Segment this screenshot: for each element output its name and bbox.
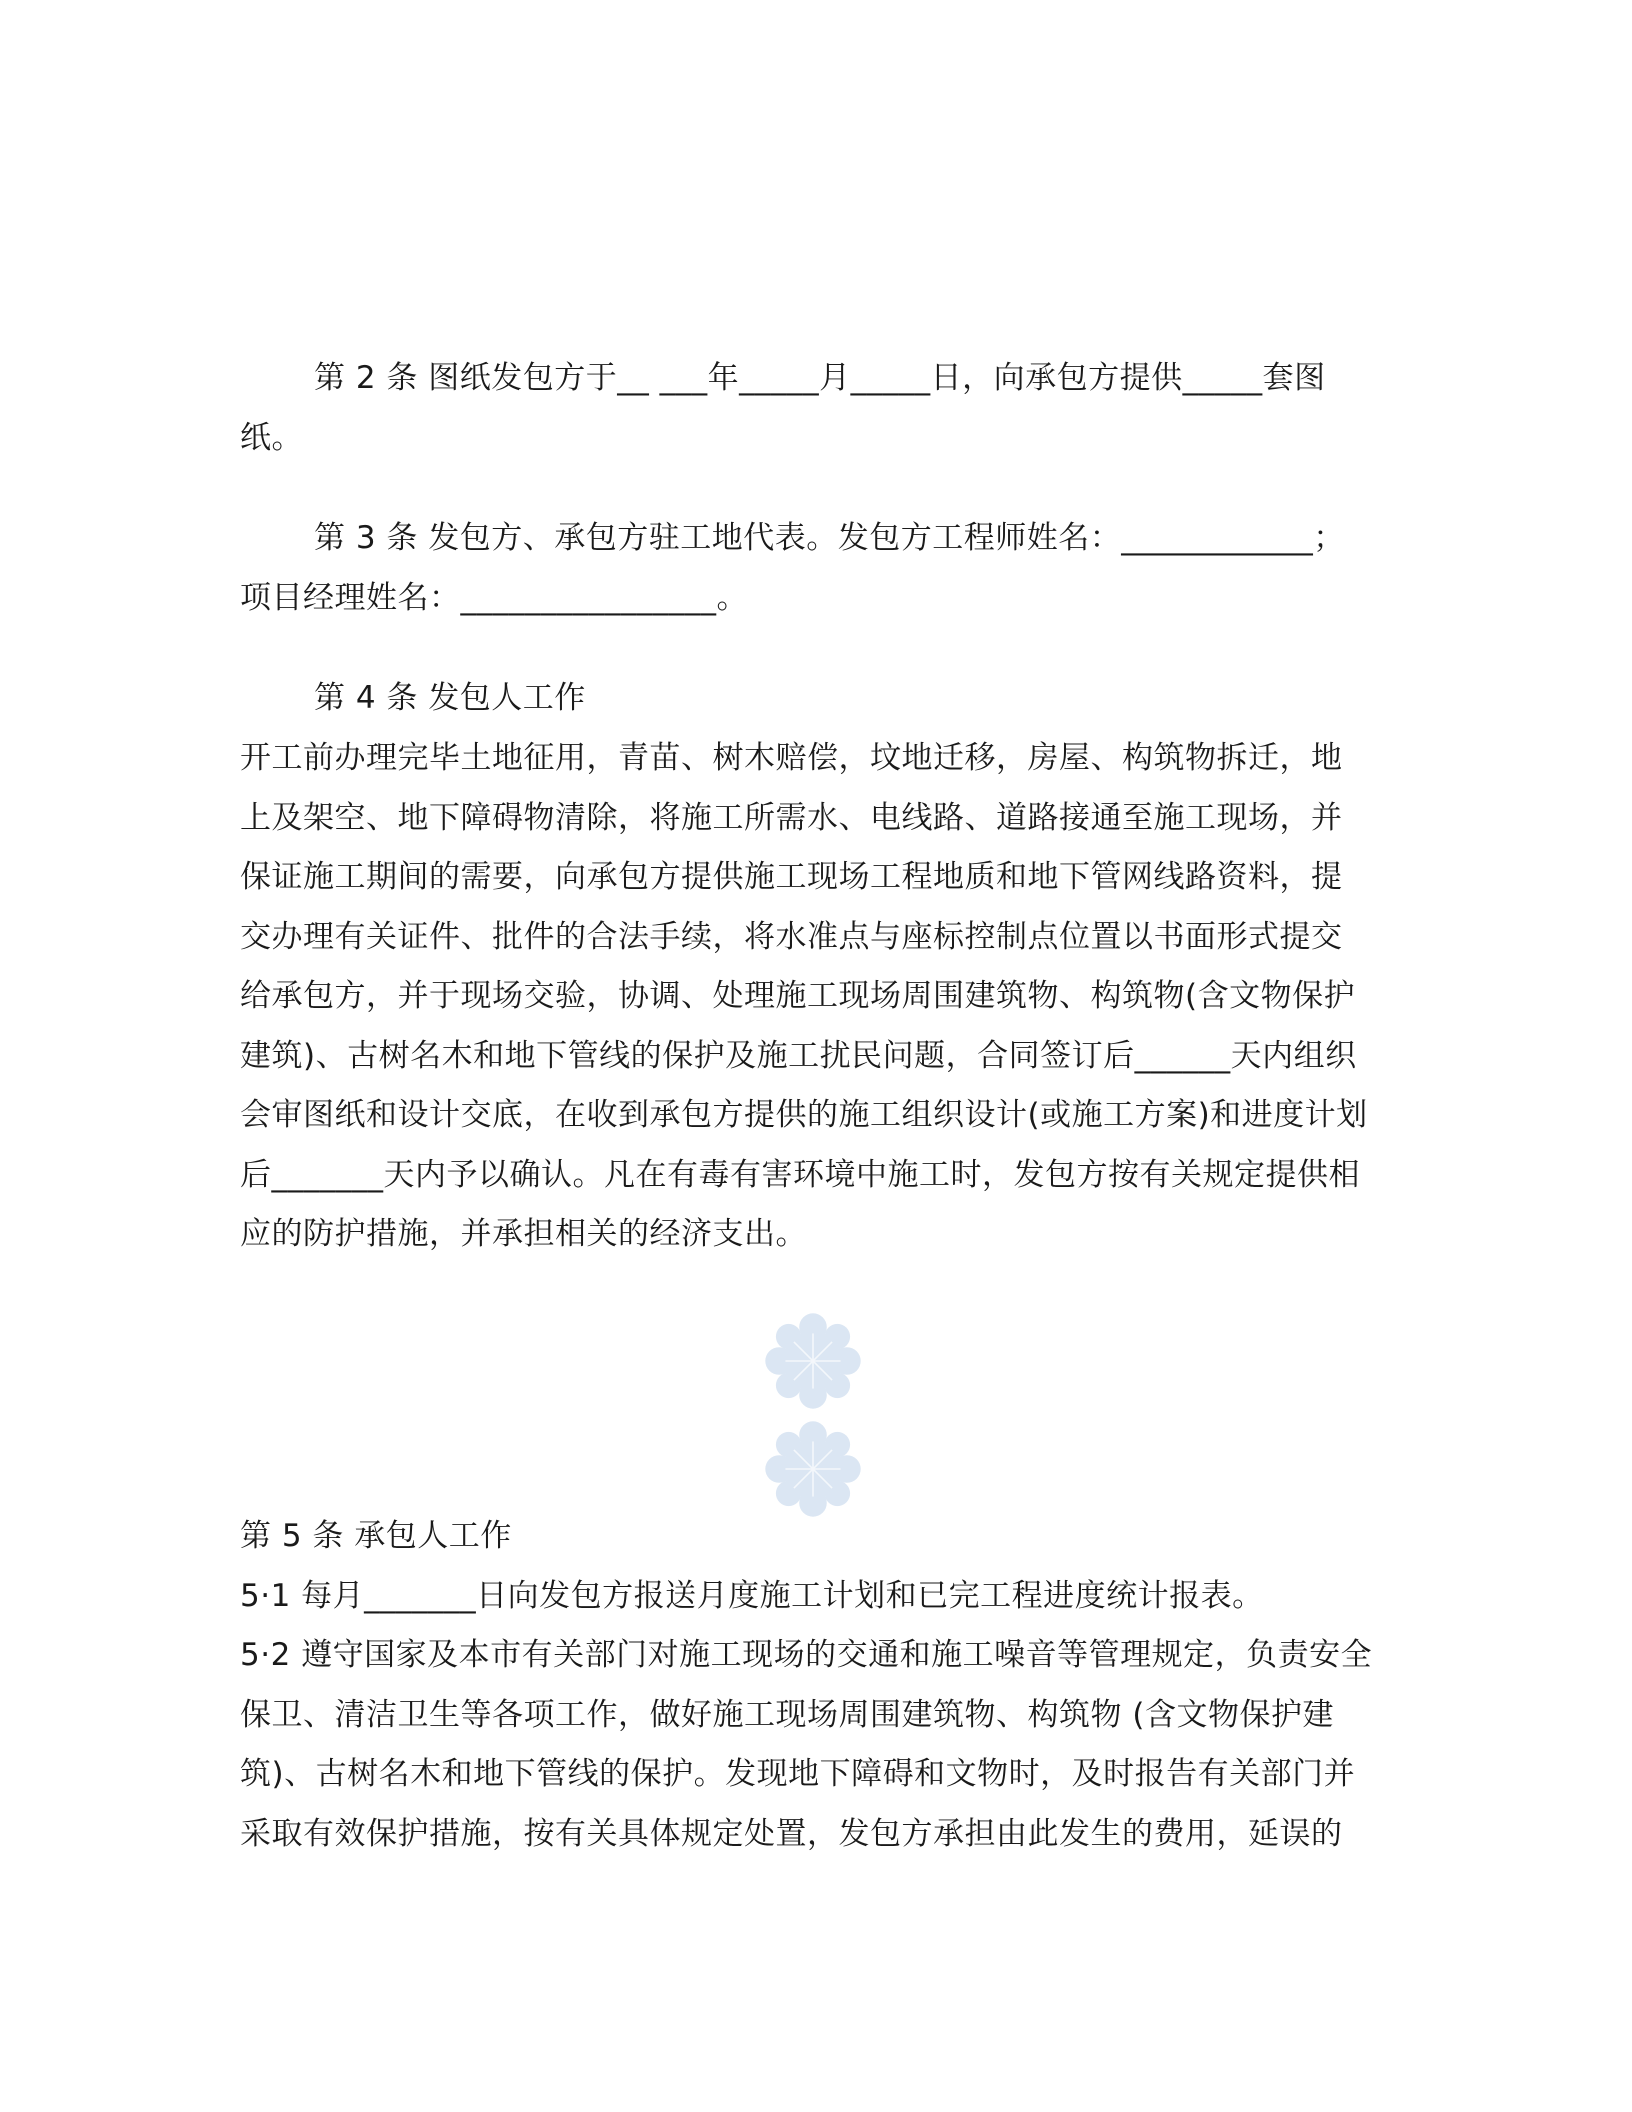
article-2-line-1: 第 2 条 图纸发包方于__ ___年_____月_____日，向承包方提供_____套图 (314, 360, 1326, 396)
article-4-line: 上及架空、地下障碍物清除，将施工所需水、电线路、道路接通至施工现场，并 (240, 800, 1343, 836)
snowflake-seal-icon (760, 1416, 866, 1522)
article-4-line: 应的防护措施，并承担相关的经济支出。 (240, 1216, 807, 1252)
article-4-line: 开工前办理完毕土地征用，青苗、树木赔偿，坟地迁移，房屋、构筑物拆迁，地 (240, 740, 1343, 776)
article-4-line: 交办理有关证件、批件的合法手续，将水准点与座标控制点位置以书面形式提交 (240, 919, 1343, 955)
article-4-line: 建筑)、古树名木和地下管线的保护及施工扰民问题，合同签订后______天内组织 (240, 1038, 1357, 1074)
article-5-line: 保卫、清洁卫生等各项工作，做好施工现场周围建筑物、构筑物 (含文物保护建 (240, 1697, 1334, 1733)
article-5-line: 采取有效保护措施，按有关具体规定处置，发包方承担由此发生的费用，延误的 (240, 1816, 1343, 1852)
article-2-line-2: 纸。 (240, 420, 303, 456)
article-4-heading: 第 4 条 发包人工作 (314, 680, 586, 716)
snowflake-seal-icon (760, 1308, 866, 1414)
article-4-line: 保证施工期间的需要，向承包方提供施工现场工程地质和地下管网线路资料，提 (240, 859, 1343, 895)
article-4-line: 后_______天内予以确认。凡在有毒有害环境中施工时，发包方按有关规定提供相 (240, 1157, 1360, 1193)
article-5-heading: 第 5 条 承包人工作 (240, 1518, 512, 1554)
article-5-line: 5·2 遵守国家及本市有关部门对施工现场的交通和施工噪音等管理规定，负责安全 (240, 1637, 1373, 1673)
article-3-line-1: 第 3 条 发包方、承包方驻工地代表。发包方工程师姓名：____________； (314, 520, 1345, 556)
article-5-line: 5·1 每月_______日向发包方报送月度施工计划和已完工程进度统计报表。 (240, 1578, 1264, 1614)
article-4-line: 会审图纸和设计交底，在收到承包方提供的施工组织设计(或施工方案)和进度计划 (240, 1097, 1368, 1133)
article-3-line-2: 项目经理姓名：________________。 (240, 580, 748, 616)
article-4-line: 给承包方，并于现场交验，协调、处理施工现场周围建筑物、构筑物(含文物保护 (240, 978, 1356, 1014)
article-5-line: 筑)、古树名木和地下管线的保护。发现地下障碍和文物时，及时报告有关部门并 (240, 1756, 1356, 1792)
